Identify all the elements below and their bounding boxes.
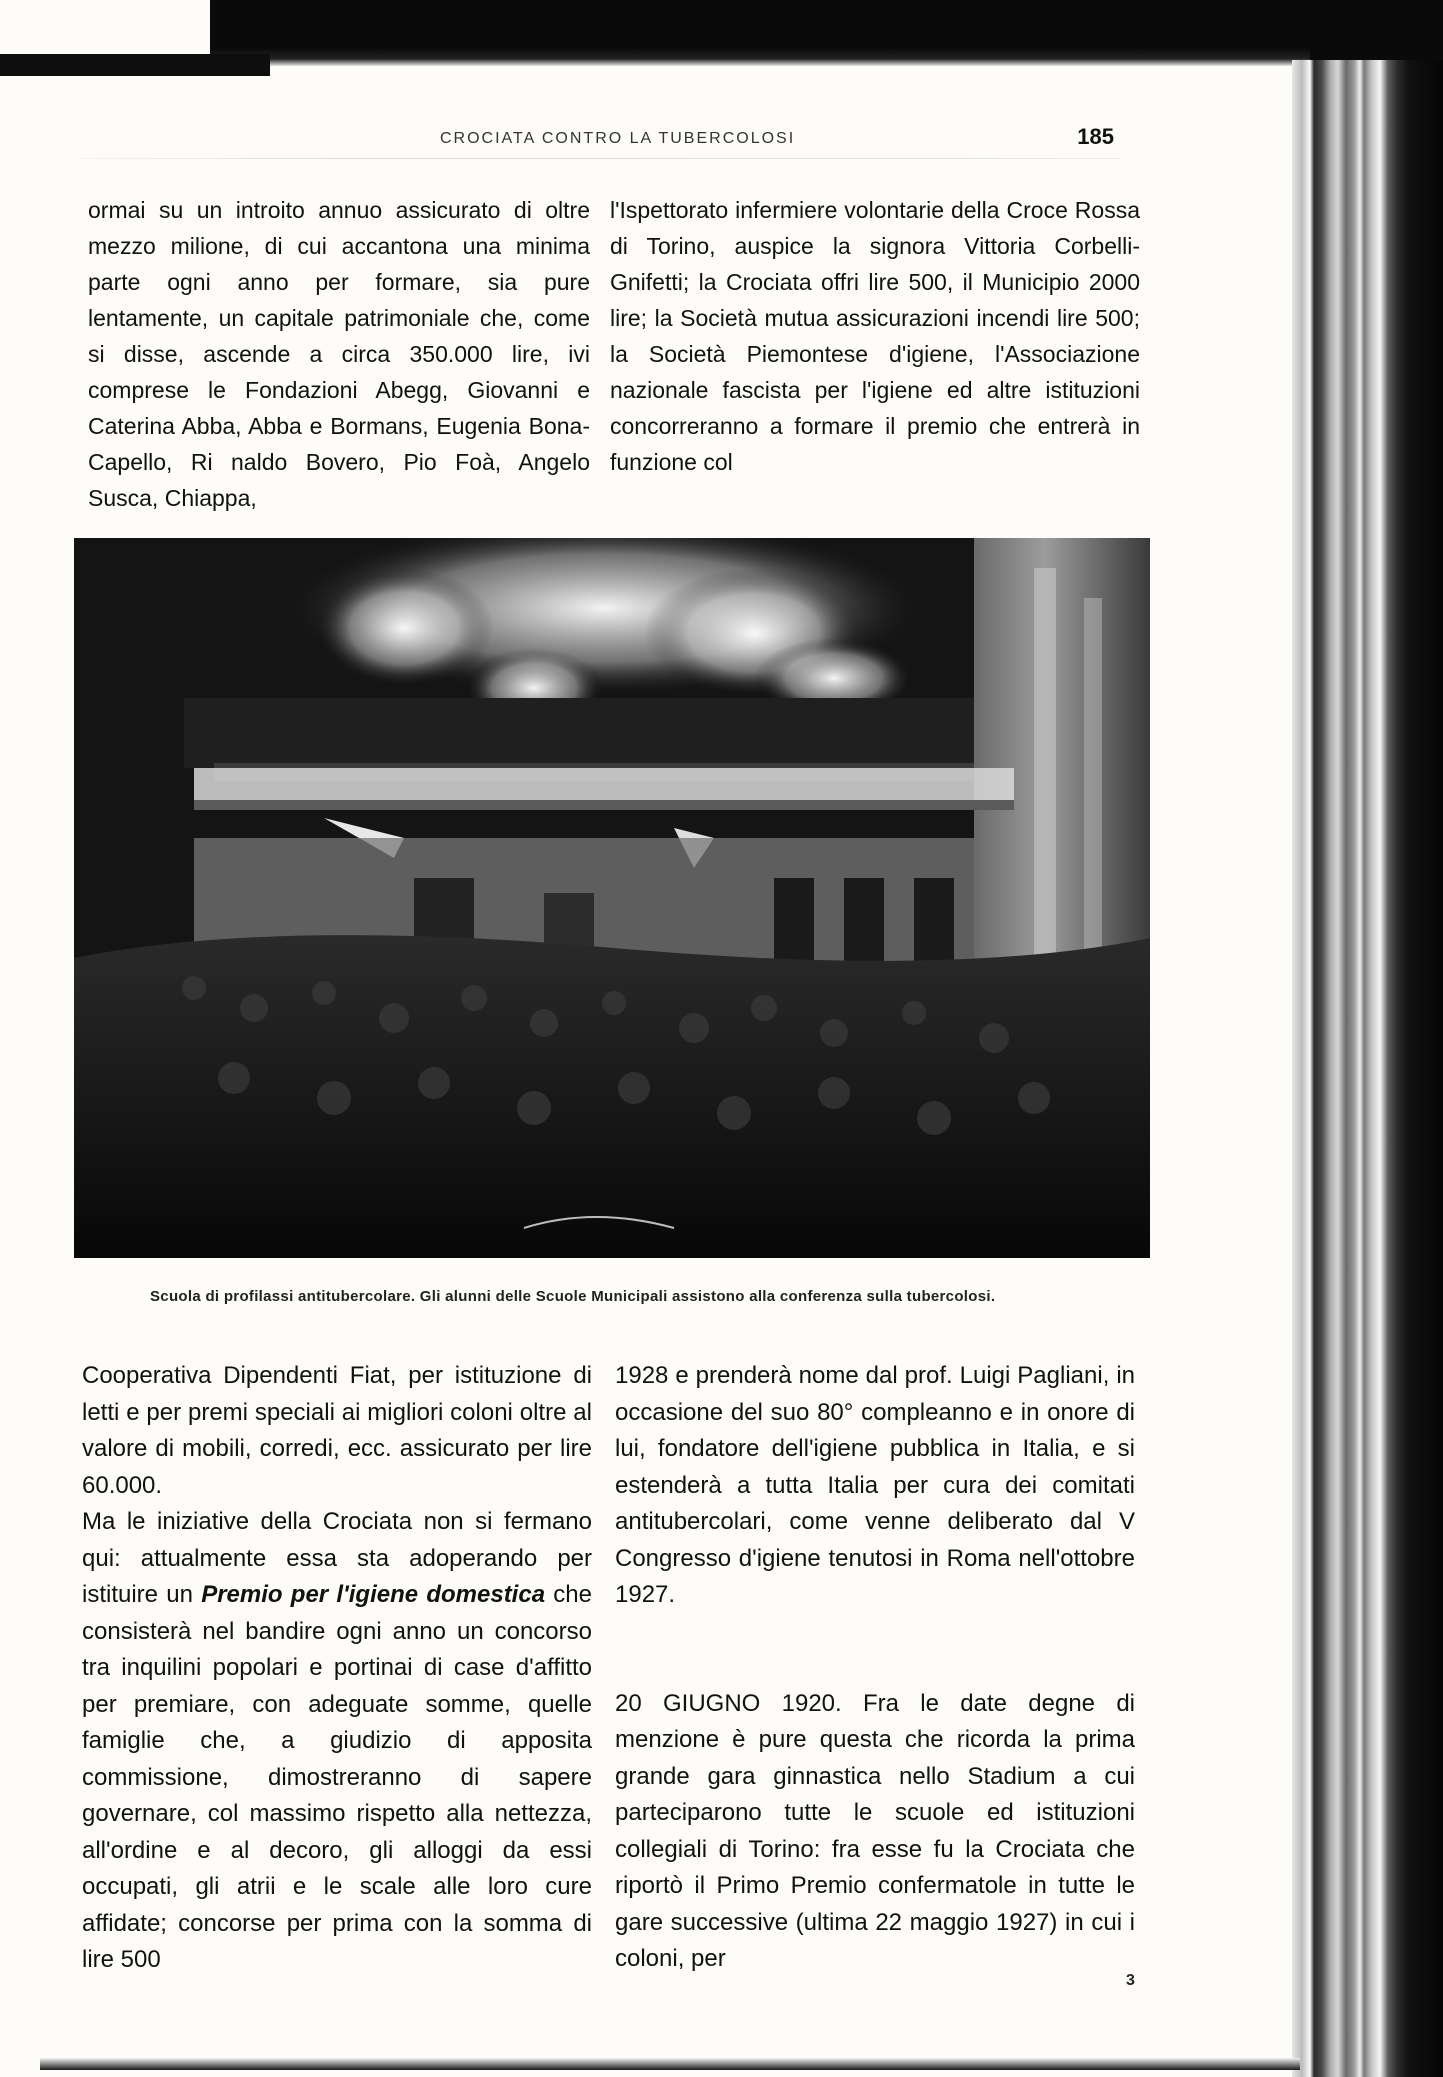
page-number: 185 [1077, 124, 1114, 149]
header-rule [80, 158, 1120, 159]
text-run: Ma le iniziative della Crociata non si fermano qui: attualmente essa sta adoperando per istituire un [82, 1508, 592, 1608]
signature-mark: 3 [1126, 1972, 1135, 1989]
scan-edge-top-left [0, 54, 270, 76]
photo-caption: Scuola di profilassi antitubercolare. Gli alunni delle Scuole Municipali assistono alla conferenza sulla tubercolosi. [150, 1288, 996, 1305]
paragraph: l'Ispettorato infermiere volontarie della Croce Rossa di Torino, auspice la signora Vittoria Corbelli-Gnifetti; la Crociata offri lire 500, il Municipio 2000 lire; la Società mutua assicurazioni incendi lire 500; la Società Piemontese d'igiene, l'Associazione nazionale fascista per l'igiene ed altre istituzioni concorreranno a formare il premio che entrerà in funzione col [610, 197, 1140, 475]
running-head [80, 124, 1120, 154]
scan-edge-right [1292, 60, 1443, 2077]
paragraph: 1928 e prenderà nome dal prof. Luigi Pagliani, in occasione del suo 80° compleanno e in onore di lui, fondatore dell'igiene pubblica in Italia, e si estenderà a tutta Italia per cura dei comitati antitubercolari, come venne deliberato dal V Congresso d'igiene tenutosi in Roma nell'ottobre 1927. [615, 1362, 1135, 1608]
top-right-column [610, 192, 1140, 480]
paragraph [82, 1504, 592, 1979]
top-left-column [88, 192, 590, 516]
scan-edge-bottom [40, 2058, 1300, 2070]
running-title: CROCIATA CONTRO LA TUBERCOLOSI [440, 130, 796, 147]
bottom-right-column [615, 1358, 1135, 1978]
section-spacer [615, 1614, 1135, 1686]
scan-edge-top-shadow [210, 48, 1310, 66]
emphasized-title: Premio per l'igiene domestica [201, 1581, 546, 1608]
paragraph: Cooperativa Dipendenti Fiat, per istituzione di letti e per premi speciali ai migliori coloni oltre al valore di mobili, corredi, ecc. assicurato per lire 60.000. [82, 1362, 592, 1499]
photo-illustration [74, 538, 1150, 1258]
text-run: che consisterà nel bandire ogni anno un concorso tra inquilini popolari e portinai di case d'affitto per premiare, con adeguate somme, quelle famiglie che, a giudizio di apposita commissione, dimostreranno di sapere governare, col massimo rispetto alla nettezza, all'ordine e al decoro, gli alloggi da essi occupati, gli atrii e le scale alle loro cure affidate; concorse per prima con la somma di lire 500 [82, 1581, 592, 1973]
paragraph: 20 GIUGNO 1920. Fra le date degne di menzione è pure questa che ricorda la prima grande gara ginnastica nello Stadium a cui parteciparono tutte le scuole ed istituzioni collegiali di Torino: fra esse fu la Crociata che riportò il Primo Premio confermatole in tutte le gare successive (ultima 22 maggio 1927) in cui i coloni, per [615, 1689, 1135, 1972]
bottom-left-column [82, 1358, 592, 1979]
paragraph: ormai su un introito annuo assicurato di oltre mezzo milione, di cui accantona una minima parte ogni anno per formare, sia pure lentamente, un capitale patrimoniale che, come si disse, ascende a circa 350.000 lire, ivi comprese le Fondazioni Abegg, Giovanni e Caterina Abba, Abba e Bormans, Eugenia Bona-Capello, Ri naldo Bovero, Pio Foà, Angelo Susca, Chiappa, [88, 197, 590, 511]
auditorium-photo [74, 538, 1150, 1258]
